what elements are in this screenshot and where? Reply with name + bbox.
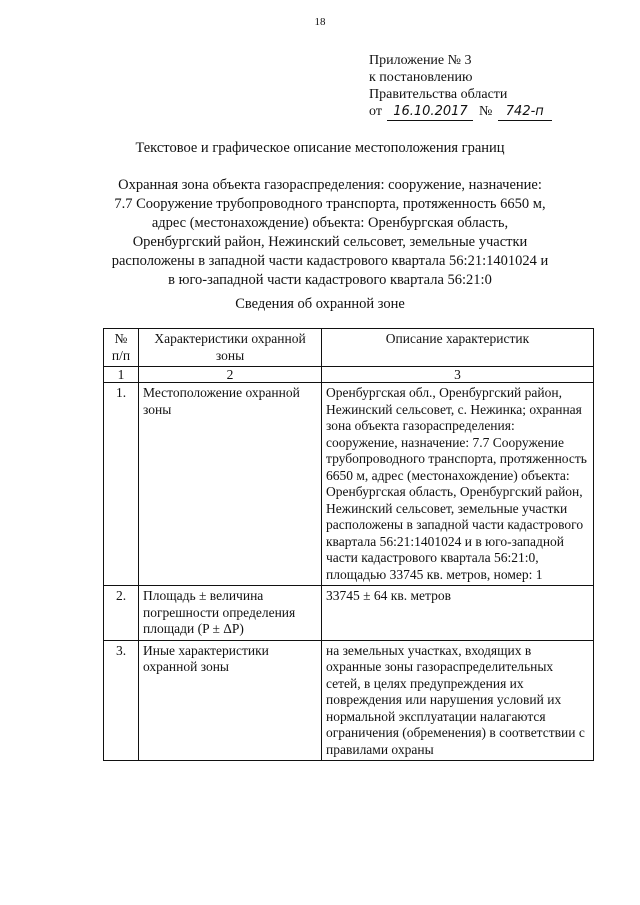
header-characteristic: Характеристики охранной зоны bbox=[139, 329, 322, 367]
zone-description-line: адрес (местонахождение) объекта: Оренбургская область, bbox=[151, 215, 509, 231]
column-number: 2 bbox=[139, 367, 322, 383]
row-characteristic: Местоположение охранной зоны bbox=[139, 383, 322, 586]
appendix-line-1: Приложение № 3 bbox=[369, 53, 472, 68]
page-number: 18 bbox=[314, 16, 326, 28]
zone-description-line: Оренбургский район, Нежинский сельсовет, земельные участки bbox=[132, 234, 528, 250]
zone-description bbox=[80, 176, 580, 290]
appendix-line-3: Правительства области bbox=[369, 87, 508, 102]
document-title: Текстовое и графическое описание местоположения границ bbox=[135, 140, 505, 156]
row-description: Оренбургская обл., Оренбургский район, Нежинский сельсовет, с. Нежинка; охранная зона объекта газораспределения: сооружение, назначение: 7.7 Сооружение трубопроводного транспорта, протяженность 6650 м, адрес (местонахождение) объекта: Оренбургская область, Оренбургский район, Нежинский сельсовет, земельные участки расположены в западной части кадастрового квартала 56:21:1401024 и в юго-западной части кадастрового квартала 56:21:0, площадью 33745 кв. метров, номер: 1 bbox=[322, 383, 594, 586]
zone-info-table bbox=[103, 328, 594, 761]
row-description: на земельных участках, входящих в охранные зоны газораспределительных сетей, в целях предупреждения их повреждения или нарушения условий их нормальной эксплуатации налагаются ограничения (обременения) в соответствии с правилами охраны bbox=[322, 640, 594, 761]
row-number: 1. bbox=[104, 383, 139, 586]
table-row bbox=[104, 383, 594, 586]
column-number-row bbox=[104, 367, 594, 383]
handwritten-date: 16.10.2017 bbox=[387, 103, 473, 121]
table-header-row bbox=[104, 329, 594, 367]
row-characteristic: Площадь ± величина погрешности определения площади (P ± ΔP) bbox=[139, 586, 322, 641]
from-label: от bbox=[369, 104, 382, 119]
appendix-line-2: к постановлению bbox=[369, 70, 473, 85]
zone-description-line: расположены в западной части кадастрового квартала 56:21:1401024 и bbox=[111, 253, 549, 269]
row-number: 2. bbox=[104, 586, 139, 641]
handwritten-number: 742-п bbox=[498, 103, 552, 121]
appendix-date-line bbox=[369, 103, 554, 121]
zone-description-line: 7.7 Сооружение трубопроводного транспорта, протяженность 6650 м, bbox=[114, 196, 546, 212]
appendix-block bbox=[369, 52, 554, 121]
header-number: № п/п bbox=[104, 329, 139, 367]
row-characteristic: Иные характеристики охранной зоны bbox=[139, 640, 322, 761]
column-number: 1 bbox=[104, 367, 139, 383]
column-number: 3 bbox=[322, 367, 594, 383]
table-row bbox=[104, 640, 594, 761]
row-number: 3. bbox=[104, 640, 139, 761]
section-title: Сведения об охранной зоне bbox=[235, 296, 405, 312]
zone-description-line: Охранная зона объекта газораспределения: сооружение, назначение: bbox=[118, 177, 542, 193]
number-label: № bbox=[478, 104, 493, 119]
table-row bbox=[104, 586, 594, 641]
header-description: Описание характеристик bbox=[322, 329, 594, 367]
row-description: 33745 ± 64 кв. метров bbox=[322, 586, 594, 641]
zone-description-line: в юго-западной части кадастрового квартала 56:21:0 bbox=[168, 272, 492, 288]
